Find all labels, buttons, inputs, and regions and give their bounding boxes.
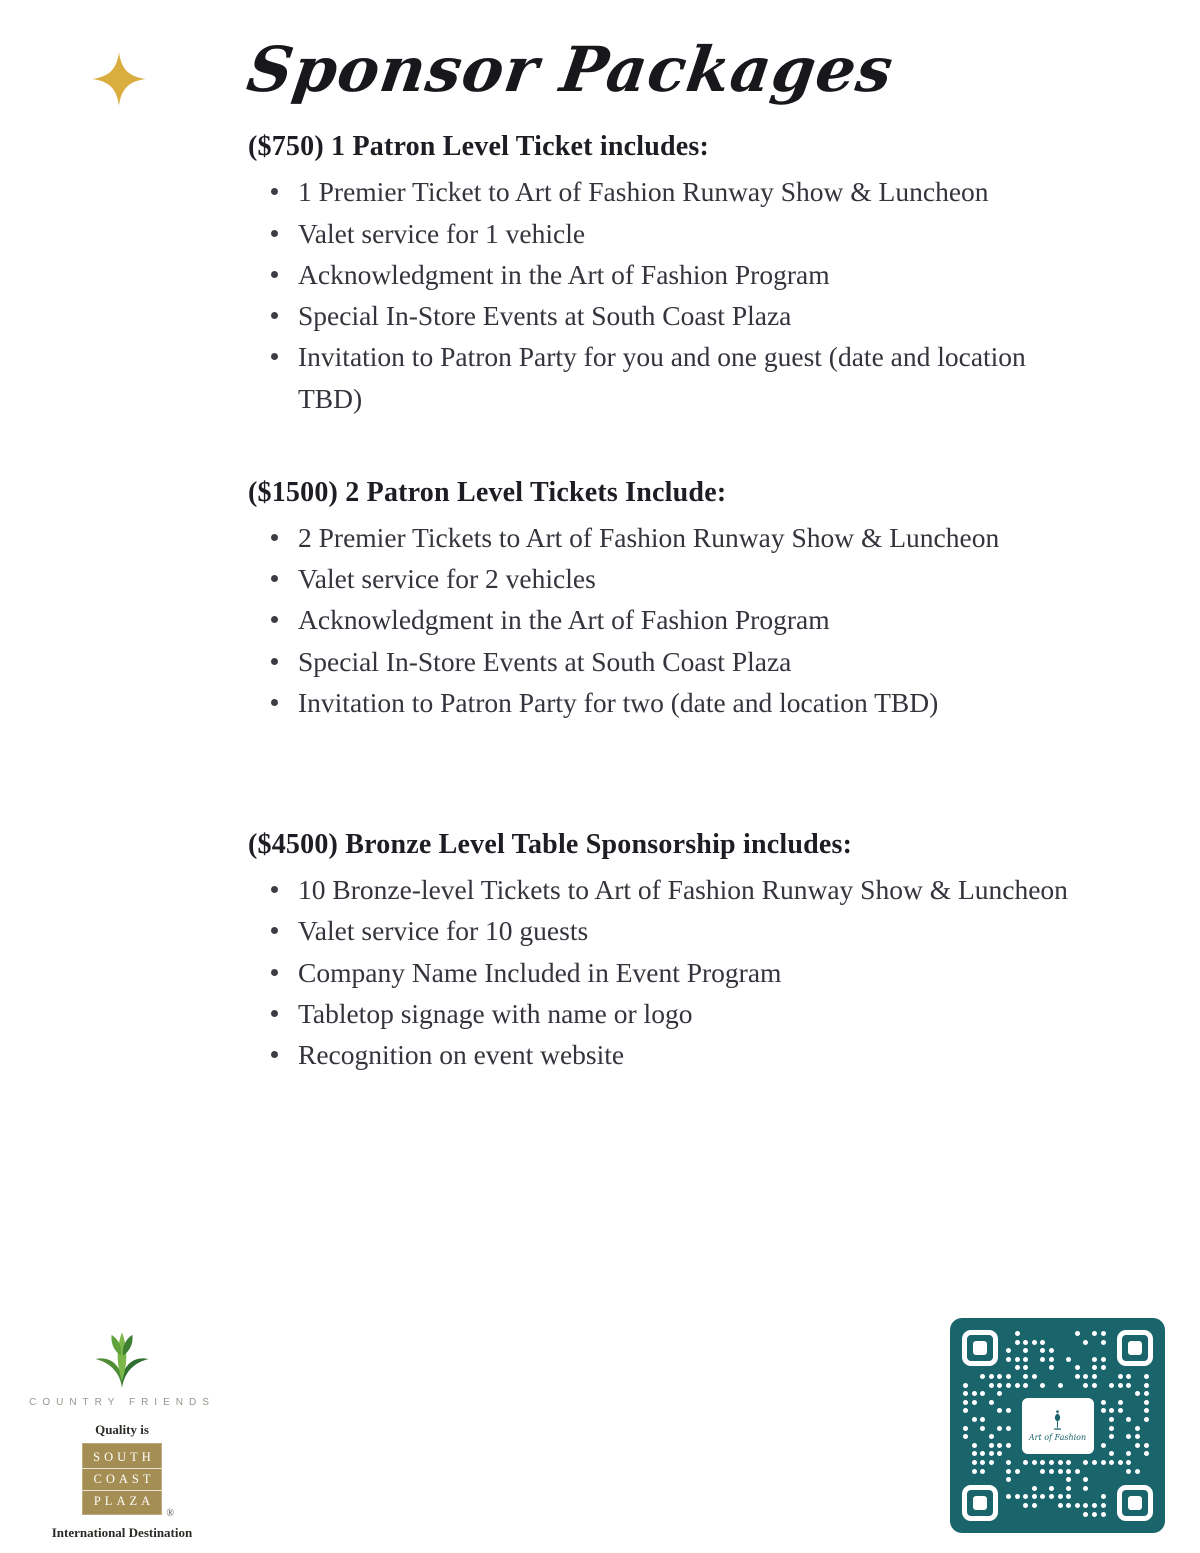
south-coast-plaza-logo	[82, 1443, 174, 1519]
qr-caption: Art of Fashion	[1028, 1432, 1087, 1442]
benefit-item: Company Name Included in Event Program	[298, 952, 1084, 993]
country-friends-logo	[85, 1328, 159, 1390]
scp-line: PLAZA	[82, 1490, 162, 1512]
benefit-item: Special In-Store Events at South Coast Plaza	[298, 641, 1084, 682]
benefit-item: Valet service for 2 vehicles	[298, 558, 1084, 599]
benefit-item: Invitation to Patron Party for two (date and location TBD)	[298, 682, 1084, 723]
benefit-item: Valet service for 1 vehicle	[298, 213, 1084, 254]
package-section-patron-1	[248, 131, 1084, 419]
country-friends-block	[28, 1328, 216, 1541]
page-title: Sponsor Packages	[242, 33, 898, 106]
scp-line: COAST	[82, 1468, 162, 1490]
benefit-item: Acknowledgment in the Art of Fashion Program	[298, 599, 1084, 640]
qr-finder-icon	[962, 1485, 998, 1521]
sparkle-icon	[90, 50, 148, 108]
qr-finder-icon	[1117, 1330, 1153, 1366]
package-section-bronze	[248, 829, 1084, 1075]
benefit-item: 1 Premier Ticket to Art of Fashion Runway Show & Luncheon	[298, 171, 1084, 212]
qr-center-logo	[1022, 1398, 1094, 1454]
international-destination-label: International Destination	[51, 1525, 193, 1540]
quality-is-label: Quality is	[95, 1422, 149, 1437]
country-friends-label: COUNTRY FRIENDS	[29, 1397, 215, 1408]
qr-finder-icon	[1117, 1485, 1153, 1521]
benefit-item: Tabletop signage with name or logo	[298, 993, 1084, 1034]
benefit-item: 2 Premier Tickets to Art of Fashion Runway Show & Luncheon	[298, 517, 1084, 558]
qr-code	[950, 1318, 1165, 1533]
benefit-item: Recognition on event website	[298, 1034, 1084, 1075]
scp-line: SOUTH	[93, 1449, 155, 1464]
benefit-list	[248, 171, 1084, 419]
registered-mark: ®	[166, 1508, 174, 1519]
benefit-item: Invitation to Patron Party for you and one guest (date and location TBD)	[298, 336, 1084, 419]
packages-list	[248, 131, 1084, 1075]
dress-form-icon	[1051, 1410, 1064, 1432]
benefit-item: Acknowledgment in the Art of Fashion Program	[298, 254, 1084, 295]
benefit-item: 10 Bronze-level Tickets to Art of Fashion Runway Show & Luncheon	[298, 869, 1084, 910]
benefit-list	[248, 517, 1084, 723]
page-header	[0, 0, 1200, 105]
benefit-item: Valet service for 10 guests	[298, 910, 1084, 951]
benefit-list	[248, 869, 1084, 1075]
qr-finder-icon	[962, 1330, 998, 1366]
section-heading: ($1500) 2 Patron Level Tickets Include:	[248, 476, 727, 508]
benefit-item: Special In-Store Events at South Coast Plaza	[298, 295, 1084, 336]
section-heading: ($4500) Bronze Level Table Sponsorship includes:	[248, 829, 853, 861]
package-section-patron-2	[248, 477, 1084, 723]
section-heading: ($750) 1 Patron Level Ticket includes:	[248, 131, 710, 163]
